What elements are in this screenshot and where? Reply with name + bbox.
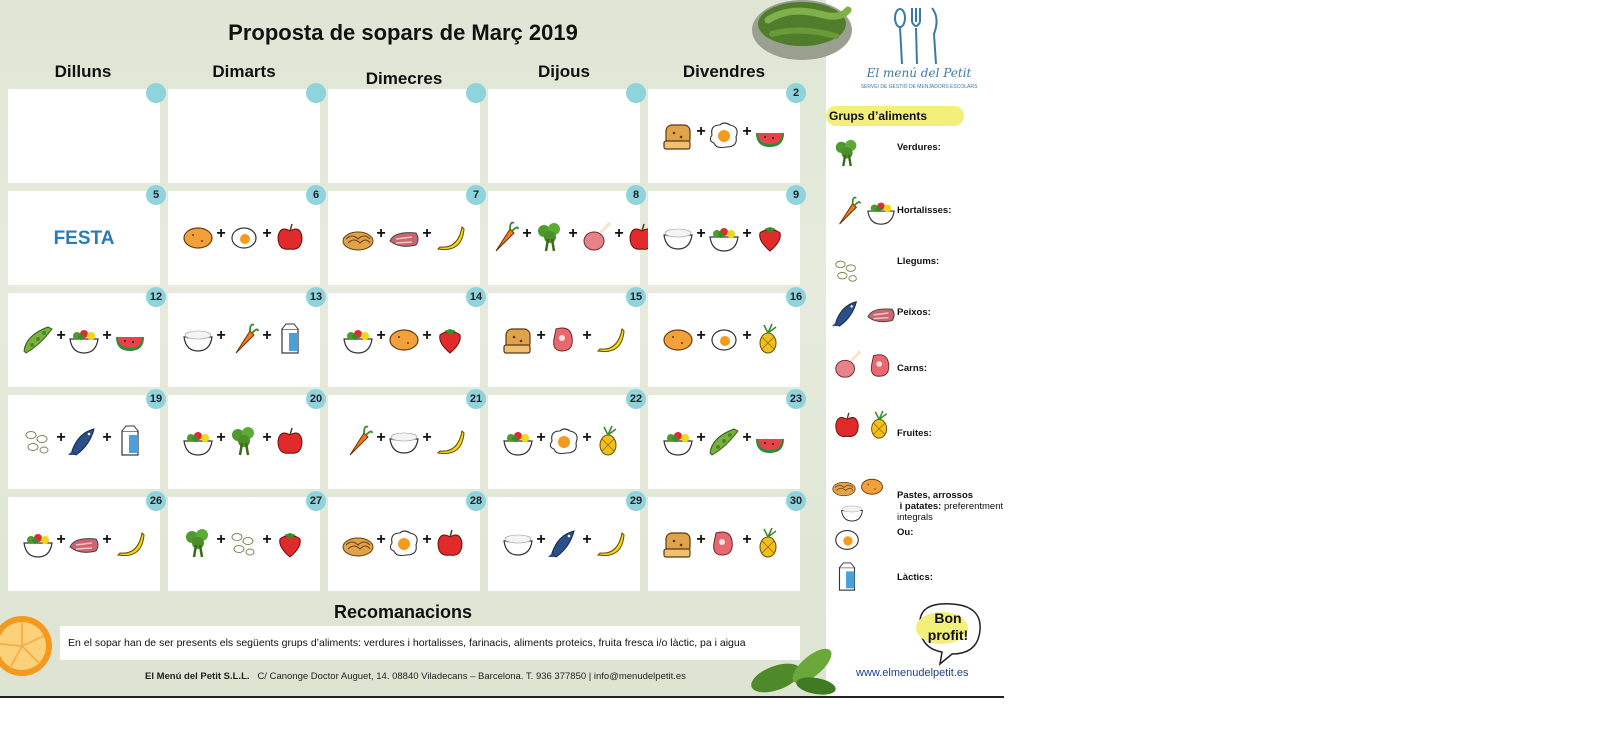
calendar-cell [168, 495, 323, 591]
salad-icon [22, 527, 54, 559]
bread-icon [662, 527, 694, 559]
bottom-rule [0, 696, 1004, 698]
day-header: Dijous [538, 62, 590, 81]
calendar-cell [488, 89, 640, 183]
plus-sign: + [216, 429, 226, 446]
plus-sign: + [696, 531, 706, 548]
potato-icon [662, 323, 694, 355]
day-header: Divendres [682, 62, 766, 81]
calendar-cell [8, 393, 163, 489]
plus-sign: + [568, 225, 578, 242]
page-title: Proposta de sopars de Març 2019 [228, 20, 578, 45]
salad-icon [502, 425, 534, 457]
plus-sign: + [522, 225, 532, 242]
day-number-badge [626, 83, 646, 103]
carrot-icon [832, 196, 862, 226]
salad-icon [708, 221, 740, 253]
egg-fried-icon [388, 527, 420, 559]
rice-bowl-icon [182, 323, 214, 355]
plus-sign: + [376, 531, 386, 548]
plus-sign: + [216, 225, 226, 242]
plus-sign: + [422, 531, 432, 548]
calendar-cell [488, 191, 640, 285]
logo [860, 4, 978, 96]
recommendations-title: Recomanacions [333, 602, 473, 622]
day-number-badge: 5 [146, 185, 166, 205]
plus-sign: + [696, 327, 706, 344]
pasta-icon [832, 474, 856, 498]
food-group-label [897, 490, 1003, 523]
calendar-cell [8, 291, 163, 387]
recommendations-box [60, 626, 800, 660]
plus-sign: + [102, 531, 112, 548]
rice-bowl-icon [662, 221, 694, 253]
food-group-name-line2: i patates: [899, 501, 942, 512]
milk-icon [274, 323, 306, 355]
day-number-badge: 15 [626, 287, 646, 307]
apple-icon [832, 410, 862, 440]
day-number-badge [306, 83, 326, 103]
plus-sign: + [262, 225, 272, 242]
carrot-icon [488, 221, 520, 253]
day-number-badge [146, 83, 166, 103]
carrot-icon [342, 425, 374, 457]
calendar-cell [648, 291, 803, 387]
plus-sign: + [582, 327, 592, 344]
peas-icon [22, 323, 54, 355]
food-group-name: Carns: [897, 363, 928, 374]
day-number-badge: 21 [466, 389, 486, 409]
bon-profit-line2: profit! [927, 627, 969, 643]
orange-slice-image [0, 614, 54, 676]
food-group-name: Peixos: [897, 307, 931, 318]
calendar-cell [488, 495, 643, 591]
day-header: Dilluns [54, 62, 112, 81]
calendar-cell [488, 393, 643, 489]
potato-icon [182, 221, 214, 253]
food-group-label [897, 142, 941, 153]
calendar-cell [168, 89, 320, 183]
calendar-cell [648, 393, 803, 489]
apple-icon [274, 425, 306, 457]
broccoli-icon [534, 221, 566, 253]
plus-sign: + [536, 531, 546, 548]
strawberry-icon [754, 221, 786, 253]
day-number-badge: 9 [786, 185, 806, 205]
day-number-badge: 20 [306, 389, 326, 409]
recommendations-text: En el sopar han de ser presents els següents grups d’aliments: verdures i hortalisses, farinacis, aliments proteics, fruita fresca i/o làctic, pa i aigua [68, 637, 746, 649]
plus-sign: + [102, 327, 112, 344]
day-number-badge: 16 [786, 287, 806, 307]
day-number-badge: 27 [306, 491, 326, 511]
plus-sign: + [742, 327, 752, 344]
footer-address: C/ Canonge Doctor Auguet, 14. 08840 Viladecans – Barcelona. T. 936 377850 | info@menudelpetit.es [257, 671, 686, 682]
pineapple-icon [594, 425, 626, 457]
fish-icon [548, 527, 580, 559]
calendar-cell [648, 495, 803, 591]
plus-sign: + [102, 429, 112, 446]
banana-icon [594, 323, 626, 355]
day-number-badge: 19 [146, 389, 166, 409]
potato-icon [860, 474, 884, 498]
bon-profit-bubble [912, 600, 984, 666]
pineapple-icon [866, 410, 896, 440]
plus-sign: + [262, 429, 272, 446]
plus-sign: + [582, 531, 592, 548]
fish-fillet-icon [866, 298, 896, 328]
pasta-icon [342, 221, 374, 253]
carrot-icon [228, 323, 260, 355]
food-group-note-line2: integrals [897, 512, 933, 523]
plus-sign: + [582, 429, 592, 446]
broccoli-icon [182, 527, 214, 559]
potato-icon [388, 323, 420, 355]
meat-icon [708, 527, 740, 559]
plus-sign: + [422, 225, 432, 242]
plus-sign: + [614, 225, 624, 242]
plus-sign: + [216, 327, 226, 344]
food-group-name: Llegums: [897, 256, 940, 267]
meat-icon [866, 350, 896, 380]
banana-icon [434, 425, 466, 457]
calendar-cell [168, 191, 320, 285]
food-group-label [897, 307, 931, 318]
calendar-cell [8, 89, 160, 183]
plus-sign: + [696, 225, 706, 242]
calendar-cell [168, 291, 323, 387]
fish-fillet-icon [68, 527, 100, 559]
milk-icon [832, 562, 862, 592]
holiday-label: FESTA [53, 228, 115, 249]
food-group-name: Ou: [897, 527, 914, 538]
watermelon-icon [754, 119, 786, 151]
salad-icon [662, 425, 694, 457]
food-group-label [897, 527, 913, 538]
calendar-cell [8, 495, 163, 591]
food-group-name: Pastes, arrossos [897, 490, 974, 501]
broccoli-icon [832, 138, 862, 168]
plus-sign: + [742, 123, 752, 140]
calendar-cell [328, 191, 480, 285]
legumes-icon [228, 527, 260, 559]
peas-icon [708, 425, 740, 457]
calendar-cell [328, 393, 483, 489]
day-number-badge: 13 [306, 287, 326, 307]
food-groups-title-text: Grups d’aliments [829, 109, 928, 123]
website-link[interactable]: www.elmenudelpetit.es [856, 667, 969, 679]
food-group-label [897, 428, 932, 439]
plus-sign: + [262, 531, 272, 548]
food-group-label [897, 256, 939, 267]
day-number-badge: 8 [626, 185, 646, 205]
plus-sign: + [376, 327, 386, 344]
watermelon-icon [754, 425, 786, 457]
salad-icon [68, 323, 100, 355]
meat-icon [548, 323, 580, 355]
calendar-cell [648, 89, 800, 183]
egg-fried-icon [548, 425, 580, 457]
footer-company: El Menú del Petit S.L.L. [145, 671, 250, 682]
plus-sign: + [376, 225, 386, 242]
day-number-badge: 14 [466, 287, 486, 307]
day-number-badge: 30 [786, 491, 806, 511]
bread-icon [662, 119, 694, 151]
rice-bowl-icon [840, 500, 864, 524]
cutlery-icon [860, 4, 978, 66]
day-number-badge: 7 [466, 185, 486, 205]
broccoli-icon [228, 425, 260, 457]
plus-sign: + [262, 327, 272, 344]
plus-sign: + [56, 531, 66, 548]
egg-boiled-icon [708, 323, 740, 355]
day-header: Dimecres [365, 69, 443, 88]
banana-icon [434, 221, 466, 253]
pineapple-icon [754, 527, 786, 559]
food-group-name: Hortalisses: [897, 205, 952, 216]
bon-profit-text [912, 610, 984, 644]
plus-sign: + [696, 429, 706, 446]
legumes-icon [832, 255, 862, 285]
day-number-badge: 23 [786, 389, 806, 409]
food-group-name: Verdures: [897, 142, 941, 153]
apple-icon [274, 221, 306, 253]
plus-sign: + [422, 429, 432, 446]
apple-icon [434, 527, 466, 559]
day-header: Dimarts [212, 62, 276, 81]
plus-sign: + [536, 327, 546, 344]
salad-icon [342, 323, 374, 355]
day-number-badge: 29 [626, 491, 646, 511]
pineapple-icon [754, 323, 786, 355]
plus-sign: + [376, 429, 386, 446]
calendar-cell [328, 89, 480, 183]
salad-icon [866, 196, 896, 226]
bread-icon [502, 323, 534, 355]
ham-icon [832, 350, 862, 380]
day-number-badge: 22 [626, 389, 646, 409]
calendar-cell [488, 291, 643, 387]
banana-icon [114, 527, 146, 559]
egg-boiled-icon [832, 524, 862, 554]
logo-tagline: SERVEI DE GESTIÓ DE MENJADORS ESCOLARS [860, 84, 978, 90]
bon-profit-line1: Bon [934, 610, 962, 626]
food-groups-title [826, 106, 964, 126]
day-number-badge: 26 [146, 491, 166, 511]
rice-bowl-icon [388, 425, 420, 457]
day-number-badge: 12 [146, 287, 166, 307]
food-group-note: preferentment [944, 501, 1004, 512]
banana-icon [594, 527, 626, 559]
fish-icon [832, 298, 862, 328]
plus-sign: + [536, 429, 546, 446]
egg-boiled-icon [228, 221, 260, 253]
plus-sign: + [422, 327, 432, 344]
food-group-label [897, 572, 933, 583]
footer [145, 671, 686, 682]
day-number-badge [466, 83, 486, 103]
plus-sign: + [742, 225, 752, 242]
calendar-cell [8, 191, 160, 285]
pasta-icon [342, 527, 374, 559]
food-group-label [897, 205, 951, 216]
plus-sign: + [56, 327, 66, 344]
strawberry-icon [274, 527, 306, 559]
ham-icon [580, 221, 612, 253]
watermelon-icon [114, 323, 146, 355]
legumes-icon [22, 425, 54, 457]
day-number-badge: 2 [786, 83, 806, 103]
plus-sign: + [56, 429, 66, 446]
calendar-cell [328, 495, 483, 591]
food-group-label [897, 363, 927, 374]
calendar-cell [328, 291, 483, 387]
plus-sign: + [216, 531, 226, 548]
calendar-cell [168, 393, 323, 489]
day-number-badge: 6 [306, 185, 326, 205]
egg-fried-icon [708, 119, 740, 151]
plus-sign: + [742, 429, 752, 446]
logo-name: El menú del Petit [866, 66, 972, 80]
salad-icon [182, 425, 214, 457]
plus-sign: + [696, 123, 706, 140]
calendar-cell [648, 191, 800, 285]
day-number-badge: 28 [466, 491, 486, 511]
strawberry-icon [434, 323, 466, 355]
fish-icon [68, 425, 100, 457]
plus-sign: + [742, 531, 752, 548]
food-group-name: Fruites: [897, 428, 932, 439]
rice-bowl-icon [502, 527, 534, 559]
fish-fillet-icon [388, 221, 420, 253]
food-group-name: Làctics: [897, 572, 933, 583]
milk-icon [114, 425, 146, 457]
